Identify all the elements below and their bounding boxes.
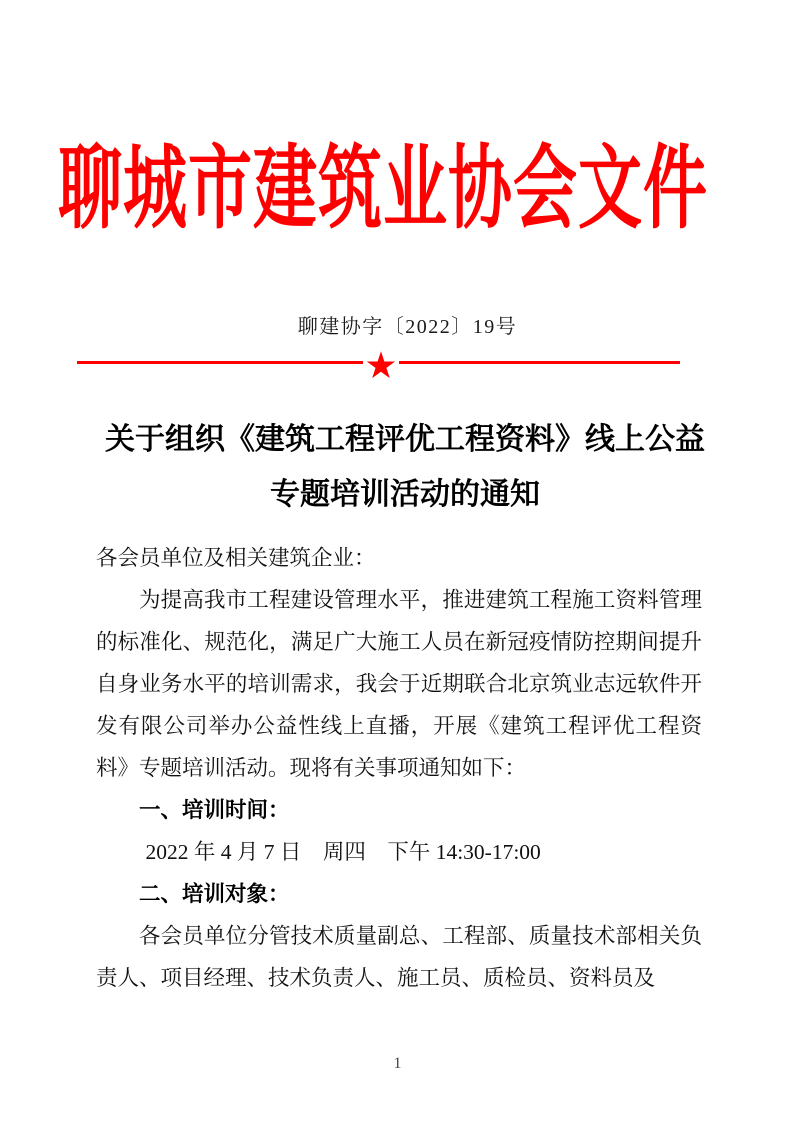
document-body <box>96 537 702 999</box>
red-divider-right <box>399 361 680 364</box>
section2-heading: 二、培训对象： <box>139 882 290 906</box>
doc-number: 聊建协字〔2022〕19号 <box>297 316 518 338</box>
salutation: 各会员单位及相关建筑企业： <box>96 546 376 570</box>
page-number: 1 <box>393 1055 402 1072</box>
intro-paragraph: 为提高我市工程建设管理水平，推进建筑工程施工资料管理的标准化、规范化，满足广大施工人员在新冠疫情防控期间提升自身业务水平的培训需求，我会于近期联合北京筑业志远软件开发有限公司举办公益性线上直播，开展《建筑工程评优工程资料》专题培训活动。现将有关事项通知如下： <box>96 588 702 780</box>
notice-title-line2: 专题培训活动的通知 <box>270 478 540 511</box>
section1-time: 2022 年 4 月 7 日 周四 下午 14:30-17:00 <box>145 840 541 864</box>
section2-paragraph: 各会员单位分管技术质量副总、工程部、质量技术部相关负责人、项目经理、技术负责人、施工员、质检员、资料员及 <box>96 924 702 990</box>
section1-heading: 一、培训时间： <box>139 798 290 822</box>
notice-title-line1: 关于组织《建筑工程评优工程资料》线上公益 <box>105 423 705 456</box>
red-divider-left <box>77 361 363 364</box>
notice-title <box>105 412 705 522</box>
org-title: 聊城市建筑业协会文件 <box>58 138 708 240</box>
star-icon: ★ <box>364 344 398 387</box>
